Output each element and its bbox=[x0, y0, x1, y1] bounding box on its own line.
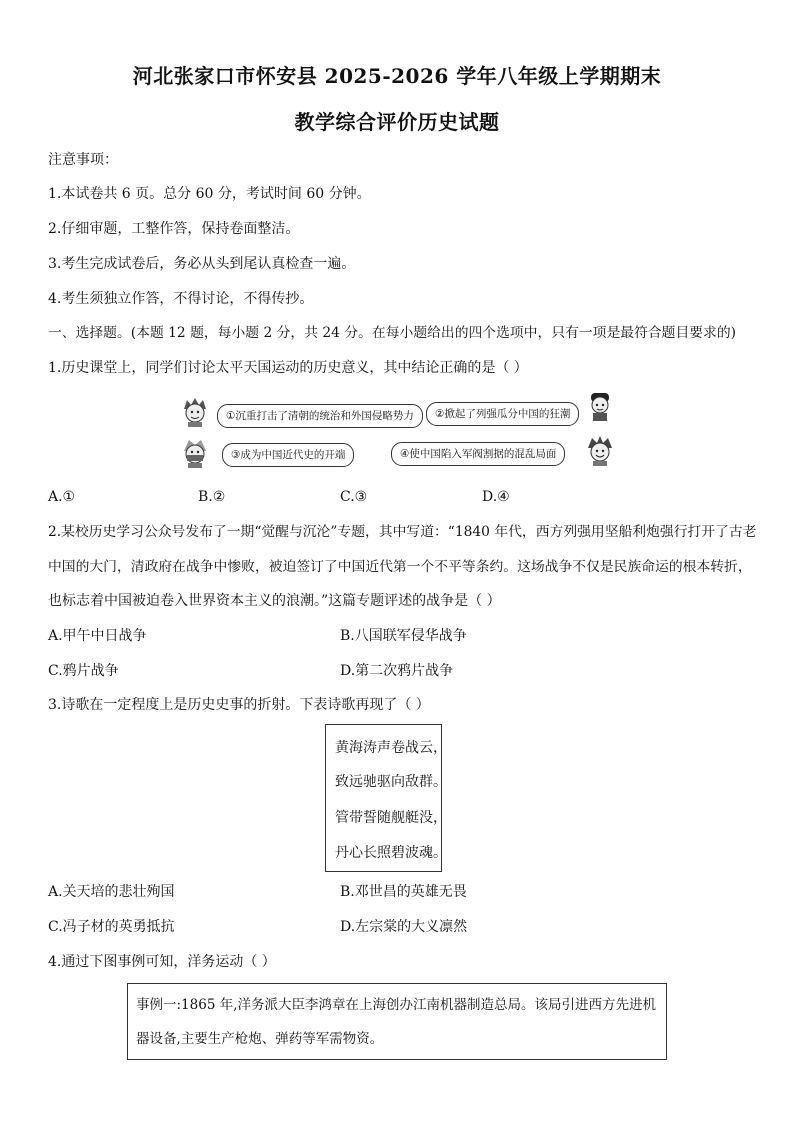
q2-option-c: C.鸦片战争 bbox=[48, 663, 119, 679]
q3-option-d: D.左宗棠的大义凛然 bbox=[340, 919, 468, 935]
question-3-stem: 3.诗歌在一定程度上是历史史事的折射。下表诗歌再现了（ ） bbox=[48, 697, 430, 713]
student-avatar-icon bbox=[586, 391, 614, 421]
case-box bbox=[127, 983, 667, 1060]
poem-line: 丹心长照碧波魂。 bbox=[335, 845, 447, 861]
question-4-stem: 4.通过下图事例可知，洋务运动（ ） bbox=[48, 954, 276, 970]
question-2-stem: 中国的大门，清政府在战争中惨败，被迫签订了中国近代第一个不平等条约。这场战争不仅是民族命运的根本转折， bbox=[48, 559, 752, 575]
q1-option-c: C.③ bbox=[340, 489, 368, 505]
notes-heading: 注意事项： bbox=[48, 152, 118, 168]
note-item: 3.考生完成试卷后，务必从头到尾认真检查一遍。 bbox=[48, 256, 356, 272]
statement-bubble-2: ②掀起了列强瓜分中国的狂潮 bbox=[426, 402, 579, 426]
q3-option-c: C.冯子材的英勇抵抗 bbox=[48, 919, 175, 935]
q2-option-a: A.甲午中日战争 bbox=[48, 628, 147, 644]
statement-bubble-3: ③成为中国近代史的开端 bbox=[222, 443, 354, 467]
poem-box bbox=[325, 724, 447, 872]
poem-line: 管带誓随舰艇没， bbox=[335, 810, 447, 826]
student-avatar-icon bbox=[586, 436, 614, 466]
poem-line: 黄海涛声卷战云， bbox=[335, 740, 447, 756]
note-item: 4.考生须独立作答，不得讨论，不得传抄。 bbox=[48, 291, 314, 307]
student-avatar-icon bbox=[181, 438, 209, 468]
q1-option-b: B.② bbox=[198, 489, 226, 505]
student-avatar-icon bbox=[181, 397, 209, 427]
q1-option-a: A.① bbox=[48, 489, 76, 505]
q3-option-a: A.关天培的悲壮殉国 bbox=[48, 884, 175, 900]
note-item: 1.本试卷共 6 页。总分 60 分，考试时间 60 分钟。 bbox=[48, 186, 371, 202]
poem-line: 致远驰驱向敌群。 bbox=[335, 774, 447, 790]
exam-title: 河北张家口市怀安县 2025-2026 学年八年级上学期期末 bbox=[132, 64, 662, 88]
q1-option-d: D.④ bbox=[482, 489, 510, 505]
question-1-stem: 1.历史课堂上，同学们讨论太平天国运动的历史意义，其中结论正确的是（ ） bbox=[48, 360, 528, 376]
exam-subtitle: 教学综合评价历史试题 bbox=[294, 110, 500, 134]
statement-bubble-1: ①沉重打击了清朝的统治和外国侵略势力 bbox=[217, 404, 423, 428]
statement-bubble-4: ④使中国陷入军阀割据的混乱局面 bbox=[391, 442, 565, 466]
section-heading: 一、选择题。(本题 12 题，每小题 2 分，共 24 分。在每小题给出的四个选项中，只有一项是最符合题目要求的) bbox=[48, 325, 737, 341]
question-2-stem: 2.某校历史学习公众号发布了一期“觉醒与沉沦”专题，其中写道：“1840 年代，西方列强用坚船利炮强行打开了古老 bbox=[48, 524, 757, 540]
q2-option-b: B.八国联军侵华战争 bbox=[340, 628, 467, 644]
case-line: 事例一:1865 年,洋务派大臣李鸿章在上海创办江南机器制造总局。该局引进西方先进机 bbox=[136, 997, 656, 1013]
case-line: 器设备,主要生产枪炮、弹药等军需物资。 bbox=[136, 1031, 384, 1047]
question-2-stem: 也标志着中国被迫卷入世界资本主义的浪潮。”这篇专题评述的战争是（ ） bbox=[48, 593, 501, 609]
q3-option-b: B.邓世昌的英雄无畏 bbox=[340, 884, 467, 900]
note-item: 2.仔细审题，工整作答，保持卷面整洁。 bbox=[48, 221, 300, 237]
q2-option-d: D.第二次鸦片战争 bbox=[340, 663, 454, 679]
